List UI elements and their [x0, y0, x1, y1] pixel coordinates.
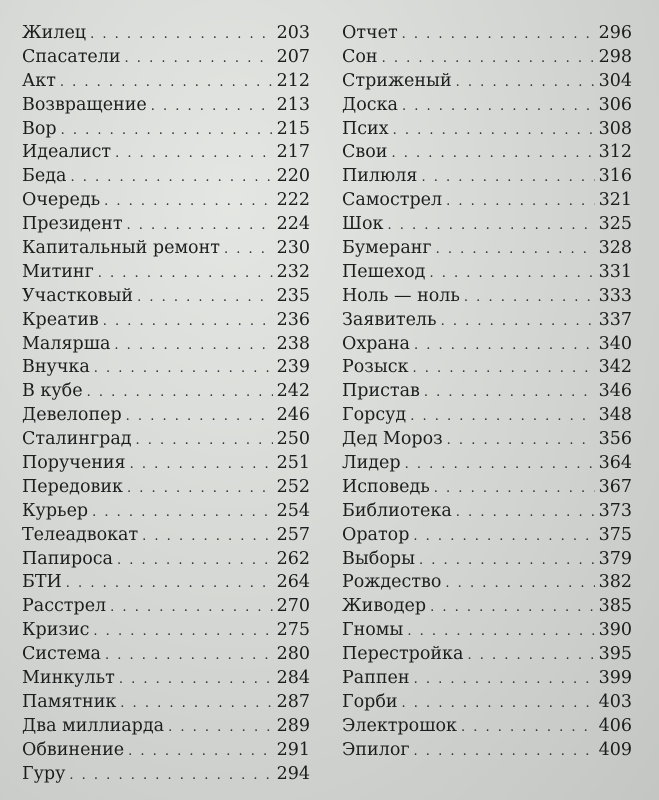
dot-leader [429, 262, 594, 286]
dot-leader [70, 166, 272, 190]
toc-entry-page-number: 242 [276, 381, 310, 402]
toc-entry-page-number: 251 [276, 453, 310, 474]
dot-leader [115, 142, 273, 166]
toc-entry-page-number: 262 [276, 548, 310, 569]
toc-entry [342, 70, 632, 94]
toc-entry-title: Пристав [342, 381, 420, 402]
toc-entry [22, 213, 310, 237]
toc-entry [22, 46, 310, 70]
toc-entry [22, 261, 310, 285]
toc-entry-page-number: 250 [276, 429, 310, 450]
toc-entry-title: Бумеранг [342, 238, 432, 259]
toc-entry [342, 213, 632, 237]
dot-leader [128, 740, 272, 764]
toc-entry-title: Эпилог [342, 739, 410, 760]
toc-entry-page-number: 308 [598, 118, 632, 139]
dot-leader [90, 23, 273, 47]
dot-leader [393, 119, 595, 143]
toc-entry-title: Охрана [342, 333, 410, 354]
toc-entry-page-number: 348 [598, 405, 632, 426]
toc-entry-page-number: 207 [276, 46, 310, 67]
toc-entry-page-number: 373 [598, 500, 632, 521]
toc-entry-page-number: 337 [598, 309, 632, 330]
dot-leader [434, 477, 595, 501]
toc-entry-page-number: 403 [598, 691, 632, 712]
dot-leader [446, 190, 594, 214]
toc-entry [22, 309, 310, 333]
toc-entry [22, 715, 310, 739]
dot-leader [402, 692, 595, 716]
dot-leader [441, 310, 595, 334]
dot-leader [114, 334, 272, 358]
dot-leader [130, 453, 273, 477]
dot-leader [94, 357, 273, 381]
toc-entry-title: Лидер [342, 453, 401, 474]
toc-entry [342, 285, 632, 309]
toc-entry-page-number: 298 [598, 46, 632, 67]
dot-leader [464, 286, 595, 310]
toc-entry [342, 524, 632, 548]
toc-entry-page-number: 254 [276, 500, 310, 521]
dot-leader [61, 119, 273, 143]
toc-entry-title: Телеадвокат [22, 524, 139, 545]
toc-entry-title: Передовик [22, 476, 123, 497]
toc-entry-page-number: 385 [598, 596, 632, 617]
toc-entry [22, 691, 310, 715]
toc-entry [342, 118, 632, 142]
toc-entry-title: Дед Мороз [342, 429, 443, 450]
dot-leader [60, 71, 273, 95]
toc-entry [22, 237, 310, 261]
toc-entry [342, 667, 632, 691]
toc-entry [342, 691, 632, 715]
toc-entry-page-number: 239 [276, 357, 310, 378]
toc-entry-title: Самострел [342, 190, 443, 211]
toc-entry [342, 452, 632, 476]
toc-entry-page-number: 236 [276, 309, 310, 330]
toc-entry-page-number: 382 [598, 572, 632, 593]
toc-entry-title: Девелопер [22, 405, 122, 426]
toc-entry [342, 141, 632, 165]
toc-entry-title: Библиотека [342, 500, 452, 521]
dot-leader [87, 381, 273, 405]
toc-entry-title: Исповедь [342, 476, 430, 497]
toc-entry-title: Расстрел [22, 596, 107, 617]
toc-entry [22, 356, 310, 380]
toc-entry [342, 739, 632, 763]
toc-entry-title: Перестройка [342, 644, 464, 665]
dot-leader [447, 429, 595, 453]
toc-entry [342, 356, 632, 380]
toc-entry-title: Ноль — ноль [342, 285, 460, 306]
toc-entry-page-number: 230 [276, 238, 310, 259]
toc-entry [342, 94, 632, 118]
dot-leader [151, 95, 273, 119]
toc-entry-title: Рождество [342, 572, 442, 593]
dot-leader [110, 596, 272, 620]
dot-leader [119, 668, 273, 692]
dot-leader [414, 668, 595, 692]
toc-entry [342, 237, 632, 261]
toc-entry [22, 595, 310, 619]
dot-leader [419, 549, 595, 573]
toc-entry-title: Митинг [22, 261, 94, 282]
toc-entry-title: Очередь [22, 190, 101, 211]
toc-entry [22, 428, 310, 452]
toc-entry-title: Акт [22, 70, 56, 91]
toc-entry-title: Два миллиарда [22, 715, 165, 736]
toc-entry-page-number: 287 [276, 691, 310, 712]
toc-entry-page-number: 284 [276, 668, 310, 689]
toc-entry-page-number: 379 [598, 548, 632, 569]
toc-entry-page-number: 409 [598, 739, 632, 760]
toc-entry [342, 380, 632, 404]
toc-entry [342, 643, 632, 667]
toc-entry [342, 595, 632, 619]
toc-entry-page-number: 275 [276, 620, 310, 641]
toc-entry-page-number: 203 [276, 23, 310, 43]
toc-entry-title: Оратор [342, 524, 410, 545]
toc-entry-title: Минкульт [22, 668, 115, 689]
toc-entry-title: Система [22, 644, 101, 665]
toc-entry-title: Выборы [342, 548, 415, 569]
dot-leader [93, 620, 272, 644]
toc-entry-title: Поручения [22, 453, 126, 474]
dot-leader [413, 525, 594, 549]
toc-entry-title: Беда [22, 166, 67, 187]
dot-leader [125, 47, 273, 71]
dot-leader [69, 764, 272, 788]
toc-entry [342, 476, 632, 500]
toc-entry-title: Электрошок [342, 715, 457, 736]
toc-entry [22, 667, 310, 691]
dot-leader [66, 572, 273, 596]
toc-entry-title: Розыск [342, 357, 409, 378]
toc-entry [22, 524, 310, 548]
dot-leader [98, 262, 273, 286]
toc-entry-page-number: 296 [598, 23, 632, 43]
toc-entry-page-number: 215 [276, 118, 310, 139]
toc-entry-title: Президент [22, 214, 123, 235]
toc-entry-title: Гномы [342, 620, 404, 641]
dot-leader [92, 501, 272, 525]
toc-entry [22, 94, 310, 118]
toc-entry-page-number: 264 [276, 572, 310, 593]
dot-leader [407, 620, 594, 644]
toc-entry-page-number: 356 [598, 429, 632, 450]
toc-entry-title: В кубе [22, 381, 83, 402]
dot-leader [456, 71, 595, 95]
toc-entry-title: Малярша [22, 333, 111, 354]
toc-entry-title: Участковый [22, 285, 134, 306]
toc-entry-page-number: 222 [276, 190, 310, 211]
toc-entry-title: Свои [342, 142, 388, 163]
toc-entry-title: Отчет [342, 23, 398, 43]
toc-entry-title: Памятник [22, 691, 117, 712]
toc-entry [22, 619, 310, 643]
dot-leader [414, 334, 595, 358]
toc-entry-page-number: 235 [276, 285, 310, 306]
toc-entry [342, 46, 632, 70]
dot-leader [105, 644, 273, 668]
toc-entry-page-number: 342 [598, 357, 632, 378]
toc-entry-title: Возвращение [22, 94, 147, 115]
toc-entry [22, 141, 310, 165]
dot-leader [413, 357, 595, 381]
toc-entry-page-number: 217 [276, 142, 310, 163]
toc-entry [22, 763, 310, 787]
toc-entry [22, 571, 310, 595]
toc-left-column [22, 22, 310, 787]
toc-entry-page-number: 333 [598, 285, 632, 306]
toc-entry [342, 619, 632, 643]
dot-leader [103, 310, 273, 334]
toc-entry-title: Курьер [22, 500, 89, 521]
toc-entry-title: Доска [342, 94, 398, 115]
toc-entry [342, 715, 632, 739]
toc-entry-title: Идеалист [22, 142, 112, 163]
toc-entry-title: Живодер [342, 596, 427, 617]
toc-entry-page-number: 328 [598, 238, 632, 259]
toc-entry-page-number: 399 [598, 668, 632, 689]
toc-entry-page-number: 289 [276, 715, 310, 736]
toc-entry-title: Раппен [342, 668, 410, 689]
toc-entry-title: Кризис [22, 620, 90, 641]
dot-leader [168, 716, 273, 740]
dot-leader [387, 214, 594, 238]
toc-entry-title: Горсуд [342, 405, 407, 426]
dot-leader [414, 740, 595, 764]
toc-entry [342, 500, 632, 524]
toc-entry [22, 476, 310, 500]
dot-leader [224, 238, 273, 262]
toc-entry-title: Пешеход [342, 261, 426, 282]
toc-entry-page-number: 257 [276, 524, 310, 545]
toc-entry-title: Сон [342, 46, 378, 67]
toc-entry [22, 333, 310, 357]
toc-entry-page-number: 246 [276, 405, 310, 426]
toc-entry-page-number: 375 [598, 524, 632, 545]
toc-entry [22, 285, 310, 309]
toc-entry [22, 189, 310, 213]
toc-entry-page-number: 367 [598, 476, 632, 497]
toc-entry [342, 309, 632, 333]
dot-leader [405, 453, 595, 477]
toc-entry-page-number: 321 [598, 190, 632, 211]
toc-entry-title: Вор [22, 118, 57, 139]
toc-entry [22, 118, 310, 142]
toc-entry-title: Внучка [22, 357, 90, 378]
dot-leader [410, 405, 594, 429]
toc-entry-page-number: 232 [276, 261, 310, 282]
dot-leader [445, 572, 594, 596]
toc-entry [22, 739, 310, 763]
toc-entry [22, 70, 310, 94]
toc-entry-page-number: 291 [276, 739, 310, 760]
toc-entry-title: Капитальный ремонт [22, 238, 220, 259]
toc-entry-page-number: 395 [598, 644, 632, 665]
toc-entry [342, 428, 632, 452]
dot-leader [127, 214, 273, 238]
toc-entry [342, 333, 632, 357]
toc-entry-title: Шок [342, 214, 384, 235]
toc-entry [342, 261, 632, 285]
toc-right-column [342, 22, 632, 763]
dot-leader [117, 549, 273, 573]
toc-entry [22, 165, 310, 189]
toc-entry [22, 452, 310, 476]
toc-entry-title: Обвинение [22, 739, 125, 760]
dot-leader [120, 692, 272, 716]
toc-entry-page-number: 212 [276, 70, 310, 91]
toc-entry [22, 548, 310, 572]
dot-leader [104, 190, 272, 214]
dot-leader [436, 238, 595, 262]
toc-entry-title: Пилюля [342, 166, 418, 187]
dot-leader [382, 47, 595, 71]
toc-entry-page-number: 390 [598, 620, 632, 641]
toc-entry-title: Стриженый [342, 70, 452, 91]
dot-leader [467, 644, 594, 668]
dot-leader [391, 142, 594, 166]
toc-entry-title: БТИ [22, 572, 62, 593]
dot-leader [402, 23, 595, 47]
dot-leader [137, 286, 273, 310]
toc-entry-title: Спасатели [22, 46, 121, 67]
dot-leader [430, 596, 595, 620]
dot-leader [456, 501, 595, 525]
dot-leader [136, 429, 273, 453]
toc-entry [342, 22, 632, 46]
toc-entry-page-number: 364 [598, 453, 632, 474]
toc-entry-title: Креатив [22, 309, 99, 330]
toc-entry-page-number: 294 [276, 763, 310, 784]
toc-entry [342, 548, 632, 572]
dot-leader [142, 525, 272, 549]
toc-entry-page-number: 224 [276, 214, 310, 235]
toc-entry [22, 643, 310, 667]
toc-entry-page-number: 220 [276, 166, 310, 187]
toc-entry [342, 189, 632, 213]
toc-entry-page-number: 280 [276, 644, 310, 665]
toc-entry-title: Горби [342, 691, 398, 712]
toc-entry [342, 404, 632, 428]
dot-leader [424, 381, 595, 405]
toc-entry-page-number: 213 [276, 94, 310, 115]
toc-entry-page-number: 331 [598, 261, 632, 282]
toc-entry [22, 500, 310, 524]
toc-entry-title: Псих [342, 118, 389, 139]
toc-entry-page-number: 340 [598, 333, 632, 354]
toc-entry-page-number: 316 [598, 166, 632, 187]
toc-entry [22, 380, 310, 404]
toc-entry-title: Гуру [22, 763, 66, 784]
dot-leader [127, 477, 273, 501]
toc-entry-page-number: 238 [276, 333, 310, 354]
toc-entry-page-number: 406 [598, 715, 632, 736]
dot-leader [461, 716, 595, 740]
dot-leader [402, 95, 595, 119]
toc-entry-page-number: 306 [598, 94, 632, 115]
toc-entry-title: Папироса [22, 548, 113, 569]
dot-leader [126, 405, 273, 429]
toc-entry-title: Жилец [22, 23, 87, 43]
toc-entry [22, 22, 310, 46]
toc-entry [342, 571, 632, 595]
dot-leader [421, 166, 594, 190]
toc-entry [342, 165, 632, 189]
toc-entry-page-number: 304 [598, 70, 632, 91]
toc-entry-title: Заявитель [342, 309, 437, 330]
toc-entry-page-number: 325 [598, 214, 632, 235]
toc-entry-page-number: 252 [276, 476, 310, 497]
toc-entry [22, 404, 310, 428]
toc-entry-title: Сталинград [22, 429, 132, 450]
toc-entry-page-number: 346 [598, 381, 632, 402]
toc-entry-page-number: 312 [598, 142, 632, 163]
toc-entry-page-number: 270 [276, 596, 310, 617]
